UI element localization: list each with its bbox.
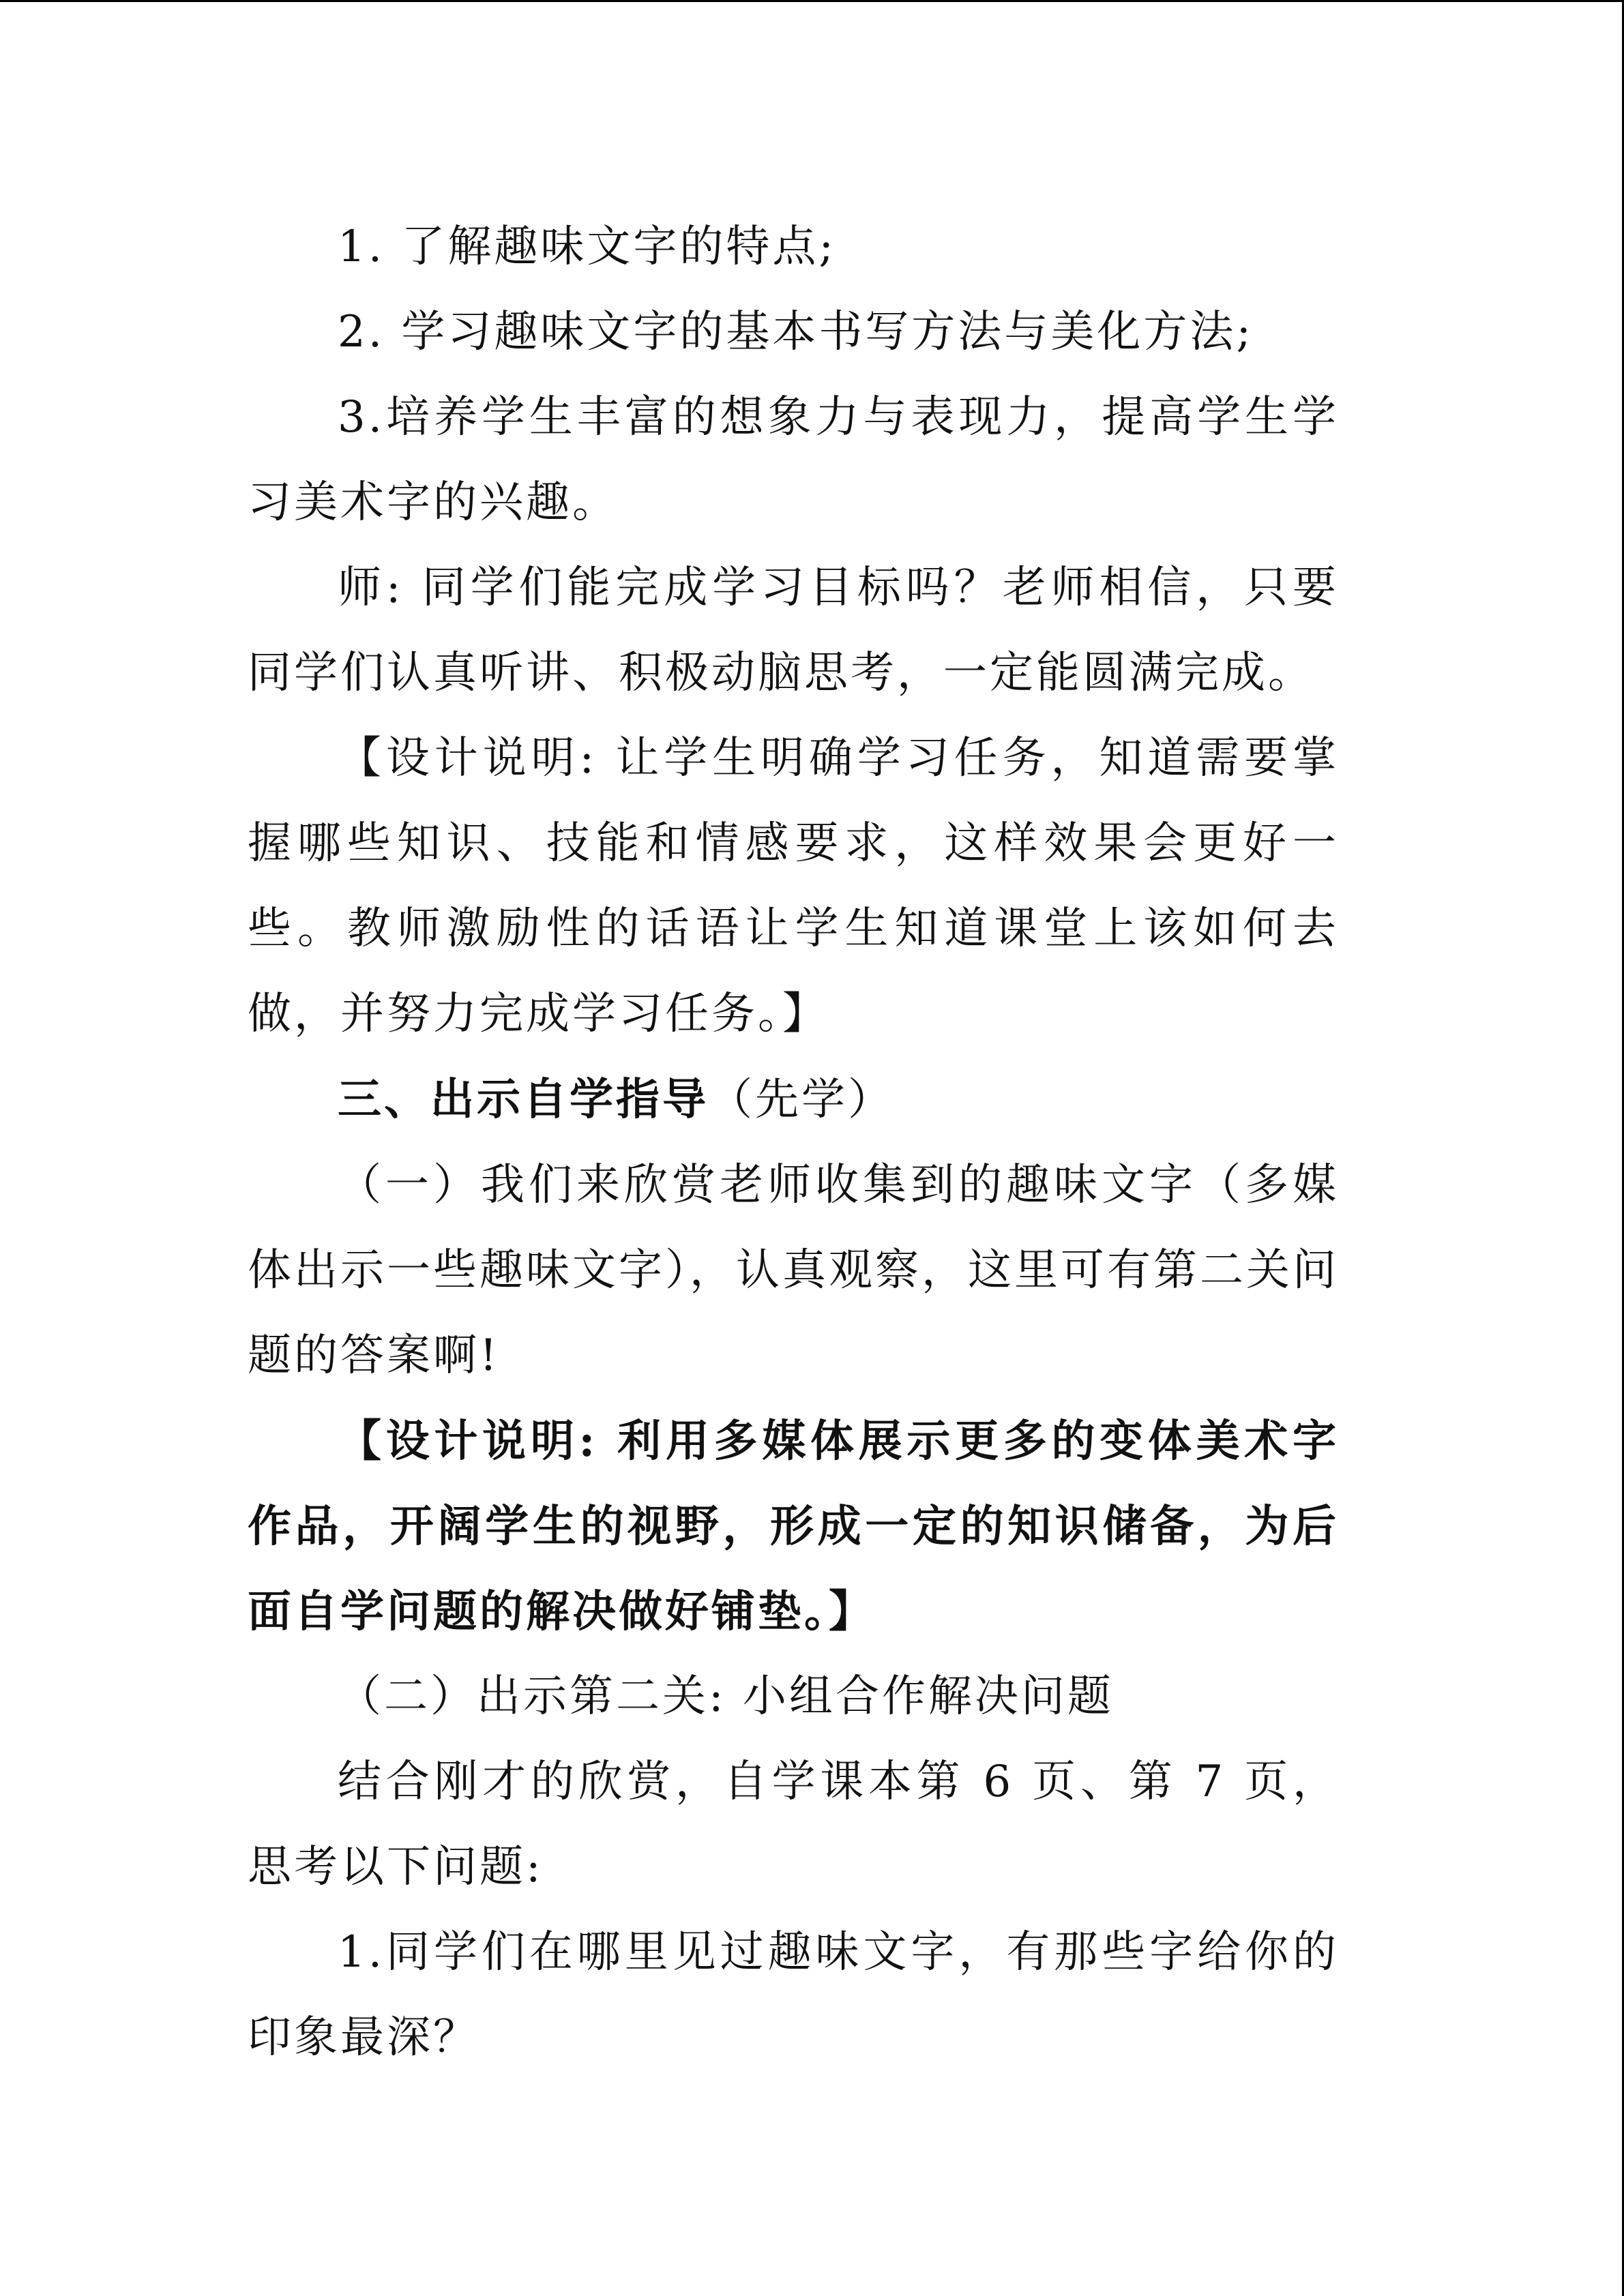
document-body xyxy=(248,205,1339,2081)
appreciation-step: （一）我们来欣赏老师收集到的趣味文字（多媒体出示一些趣味文字），认真观察，这里可有第二关问题的答案啊! xyxy=(248,1160,1339,1381)
level-two-heading: （二）出示第二关: 小组合作解决问题 xyxy=(338,1671,1114,1722)
top-border-line xyxy=(0,0,1624,2)
design-note-1: 【设计说明: 让学生明确学习任务，知道需要掌握哪些知识、技能和情感要求，这样效果会更好一些。教师激励性的话语让学生知道课堂上该如何去做，并努力完成学习任务。】 xyxy=(248,733,1339,1039)
section-heading xyxy=(248,1057,1339,1143)
teacher-remark: 师: 同学们能完成学习目标吗？老师相信，只要同学们认真听讲、积极动脑思考，一定能圆满完成。 xyxy=(248,563,1339,698)
objective-1: 1. 了解趣味文字的特点; xyxy=(338,222,836,272)
section-heading-note: （先学） xyxy=(709,1075,894,1125)
question-1: 1.同学们在哪里见过趣味文字，有那些字给你的印象最深？ xyxy=(248,1927,1339,2063)
objective-3: 3.培养学生丰富的想象力与表现力，提高学生学习美术字的兴趣。 xyxy=(248,392,1339,528)
section-heading-title: 三、出示自学指导 xyxy=(338,1074,709,1125)
self-study-instruction: 结合刚才的欣赏，自学课本第 6 页、第 7 页，思考以下问题: xyxy=(248,1757,1339,1892)
design-note-2: 【设计说明: 利用多媒体展示更多的变体美术字作品，开阔学生的视野，形成一定的知识储备，为后面自学问题的解决做好铺垫。】 xyxy=(248,1416,1339,1637)
objective-2: 2. 学习趣味文字的基本书写方法与美化方法; xyxy=(338,307,1254,357)
